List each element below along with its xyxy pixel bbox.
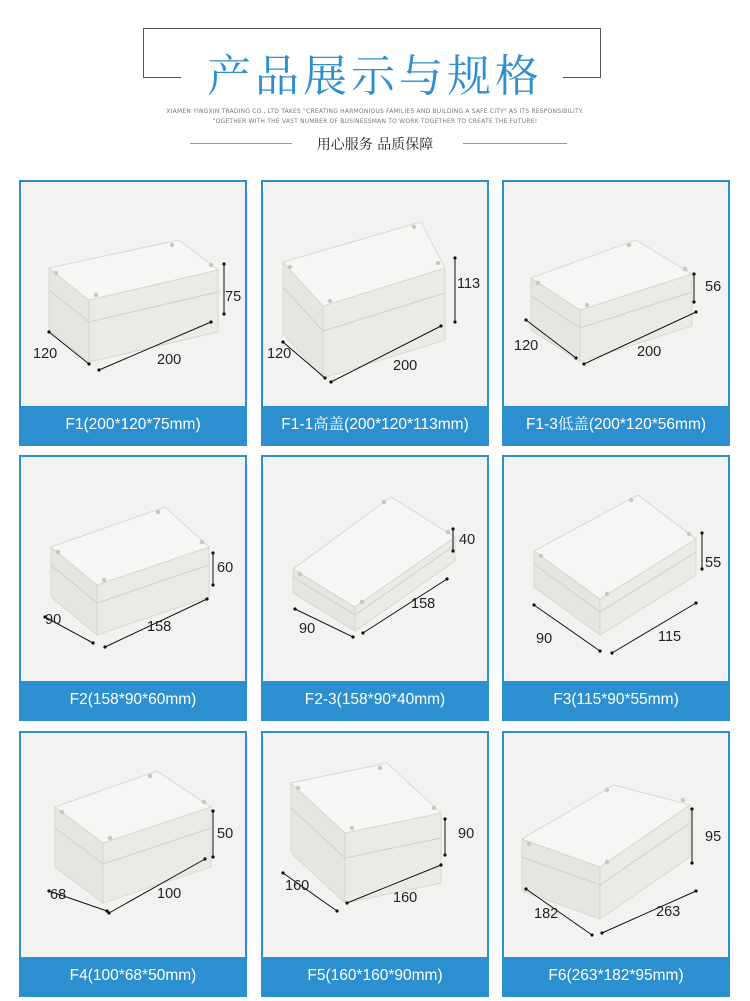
product-card-f1-3[interactable]: [502, 180, 730, 446]
arrow-head: [211, 855, 214, 858]
arrow-head: [700, 567, 703, 570]
arrow-head: [524, 318, 527, 321]
product-card-f2-3[interactable]: [261, 455, 489, 721]
screw-hole: [209, 263, 213, 267]
depth-label: 90: [299, 621, 316, 637]
arrow-head: [574, 356, 577, 359]
arrow-head: [610, 651, 613, 654]
arrow-head: [361, 631, 364, 634]
screw-hole: [605, 860, 609, 864]
arrow-head: [692, 300, 695, 303]
height-label: 50: [217, 826, 234, 842]
arrow-head: [205, 597, 208, 600]
enclosure-illustration: [21, 733, 245, 957]
arrow-head: [209, 320, 212, 323]
depth-label: 90: [536, 631, 553, 647]
height-label: 55: [705, 555, 722, 571]
arrow-head: [211, 551, 214, 554]
product-caption: F1-1高盖(200*120*113mm): [263, 406, 487, 444]
arrow-head: [335, 909, 338, 912]
arrow-head: [329, 380, 332, 383]
arrow-head: [211, 583, 214, 586]
screw-hole: [170, 243, 174, 247]
screw-hole: [108, 836, 112, 840]
screw-hole: [350, 826, 354, 830]
product-photo: [263, 457, 487, 681]
product-photo: [263, 733, 487, 957]
product-card-f5[interactable]: [261, 731, 489, 997]
depth-label: 90: [45, 612, 62, 628]
screw-hole: [102, 578, 106, 582]
arrow-head: [700, 531, 703, 534]
product-photo: [504, 733, 728, 957]
product-caption: F4(100*68*50mm): [21, 957, 245, 995]
screw-hole: [539, 554, 543, 558]
arrow-head: [694, 310, 697, 313]
arrow-head: [445, 577, 448, 580]
screw-hole: [54, 271, 58, 275]
arrow-head: [103, 645, 106, 648]
product-card-f6[interactable]: [502, 731, 730, 997]
arrow-head: [694, 601, 697, 604]
arrow-head: [47, 330, 50, 333]
screw-hole: [687, 532, 691, 536]
screw-hole: [605, 592, 609, 596]
screw-hole: [328, 299, 332, 303]
product-caption: F1(200*120*75mm): [21, 406, 245, 444]
depth-label: 160: [285, 878, 310, 894]
product-caption: F1-3低盖(200*120*56mm): [504, 406, 728, 444]
depth-label: 120: [267, 346, 292, 362]
screw-hole: [382, 500, 386, 504]
product-photo: [263, 182, 487, 406]
arrow-head: [281, 871, 284, 874]
screw-hole: [202, 800, 206, 804]
screw-hole: [200, 540, 204, 544]
width-label: 115: [658, 629, 682, 645]
screw-hole: [432, 806, 436, 810]
arrow-head: [91, 641, 94, 644]
arrow-head: [598, 649, 601, 652]
product-photo: [21, 182, 245, 406]
arrow-head: [323, 376, 326, 379]
product-card-f2[interactable]: [19, 455, 247, 721]
screw-hole: [298, 572, 302, 576]
screw-hole: [148, 774, 152, 778]
enclosure-illustration: [263, 182, 487, 406]
arrow-head: [203, 857, 206, 860]
screw-hole: [360, 600, 364, 604]
enclosure-illustration: [21, 182, 245, 406]
screw-hole: [446, 530, 450, 534]
screw-hole: [412, 225, 416, 229]
enclosure-illustration: [263, 457, 487, 681]
arrow-head: [453, 256, 456, 259]
arrow-head: [694, 889, 697, 892]
arrow-head: [443, 817, 446, 820]
product-photo: [21, 733, 245, 957]
arrow-head: [439, 324, 442, 327]
arrow-head: [690, 861, 693, 864]
width-label: 158: [147, 619, 172, 635]
width-label: 200: [393, 358, 418, 374]
depth-label: 182: [534, 906, 559, 922]
arrow-head: [690, 807, 693, 810]
enclosure-illustration: [504, 733, 728, 957]
height-label: 95: [705, 829, 722, 845]
enclosure-illustration: [504, 457, 728, 681]
screw-hole: [629, 498, 633, 502]
arrow-head: [345, 901, 348, 904]
screw-hole: [527, 842, 531, 846]
screw-hole: [378, 766, 382, 770]
product-caption: F6(263*182*95mm): [504, 957, 728, 995]
height-label: 75: [225, 289, 242, 305]
height-label: 90: [458, 826, 475, 842]
screw-hole: [605, 788, 609, 792]
arrow-head: [439, 863, 442, 866]
height-label: 56: [705, 279, 722, 295]
screw-hole: [683, 267, 687, 271]
page-title: 产品展示与规格: [207, 51, 543, 102]
arrow-head: [692, 272, 695, 275]
product-caption: F2-3(158*90*40mm): [263, 681, 487, 719]
company-tagline-1: XIAMEN YINGXIN TRADING CO., LTD TAKES "CREATING HARMONIOUS FAMILIES AND BUILDING A SAFE CITY" AS ITS RESPONSIBILITY.: [166, 108, 584, 115]
product-photo: [21, 457, 245, 681]
product-photo: [504, 182, 728, 406]
screw-hole: [296, 786, 300, 790]
product-caption: F2(158*90*60mm): [21, 681, 245, 719]
depth-label: 120: [514, 338, 539, 354]
height-label: 60: [217, 560, 234, 576]
screw-hole: [436, 261, 440, 265]
slogan-divider-right: [463, 143, 567, 144]
product-card-f1-1[interactable]: [261, 180, 489, 446]
arrow-head: [590, 933, 593, 936]
arrow-head: [211, 809, 214, 812]
screw-hole: [60, 810, 64, 814]
screw-hole: [94, 293, 98, 297]
product-caption: F3(115*90*55mm): [504, 681, 728, 719]
screw-hole: [681, 798, 685, 802]
depth-label: 68: [50, 887, 67, 903]
screw-hole: [585, 303, 589, 307]
depth-label: 120: [33, 346, 58, 362]
width-label: 160: [393, 890, 418, 906]
product-card-f1[interactable]: [19, 180, 247, 446]
arrow-head: [107, 911, 110, 914]
product-caption: F5(160*160*90mm): [263, 957, 487, 995]
arrow-head: [524, 887, 527, 890]
enclosure-illustration: [21, 457, 245, 681]
height-label: 113: [457, 276, 481, 292]
width-label: 100: [157, 886, 182, 902]
screw-hole: [536, 281, 540, 285]
arrow-head: [97, 368, 100, 371]
arrow-head: [222, 262, 225, 265]
width-label: 158: [411, 596, 436, 612]
arrow-head: [582, 362, 585, 365]
company-tagline-2: "OGETHER WITH THE VAST NUMBER OF BUSINESSMAN TO WORK TOGETHER TO CREATE THE FUTURE!: [212, 118, 538, 125]
product-photo: [504, 457, 728, 681]
arrow-head: [600, 931, 603, 934]
slogan: 用心服务 品质保障: [316, 137, 434, 153]
width-label: 263: [656, 904, 681, 920]
arrow-head: [443, 853, 446, 856]
arrow-head: [451, 527, 454, 530]
arrow-head: [351, 635, 354, 638]
arrow-head: [451, 549, 454, 552]
width-label: 200: [157, 352, 182, 368]
enclosure-illustration: [263, 733, 487, 957]
enclosure-illustration: [504, 182, 728, 406]
arrow-head: [222, 312, 225, 315]
arrow-head: [281, 340, 284, 343]
product-card-f4[interactable]: [19, 731, 247, 997]
height-label: 40: [459, 532, 476, 548]
slogan-bar: [0, 134, 750, 154]
screw-hole: [288, 265, 292, 269]
screw-hole: [156, 510, 160, 514]
product-card-f3[interactable]: [502, 455, 730, 721]
screw-hole: [56, 550, 60, 554]
arrow-head: [453, 320, 456, 323]
arrow-head: [293, 607, 296, 610]
width-label: 200: [637, 344, 662, 360]
screw-hole: [627, 243, 631, 247]
arrow-head: [532, 603, 535, 606]
arrow-head: [87, 362, 90, 365]
